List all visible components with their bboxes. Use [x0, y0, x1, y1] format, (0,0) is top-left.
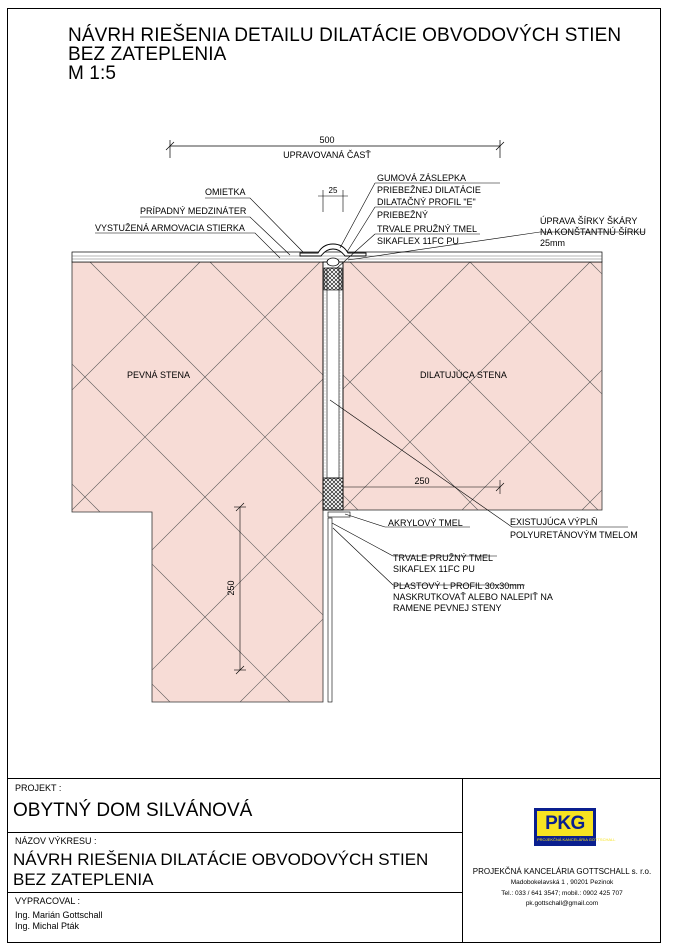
label-vypln-1: EXISTUJÚCA VÝPLŇ: [510, 517, 598, 527]
title-line-1: NÁVRH RIEŠENIA DETAILU DILATÁCIE OBVODOVÝCH STIEN: [68, 25, 622, 46]
drawing-name-row: [7, 832, 462, 892]
label-stierka: VYSTUŽENÁ ARMOVACIA STIERKA: [95, 223, 245, 233]
label-akryl: AKRYLOVÝ TMEL: [388, 518, 463, 528]
dim-500-label: 500: [319, 135, 335, 145]
company-name: PROJEKČNÁ KANCELÁRIA GOTTSCHALL s. r.o.: [472, 867, 652, 876]
label-tmel-2: SIKAFLEX 11FC PU: [377, 236, 459, 246]
author-label: VYPRACOVAL :: [15, 896, 81, 906]
label-fixed-wall: PEVNÁ STENA: [127, 370, 191, 380]
author-row: [7, 892, 462, 943]
logo-subtext: PROJEKČNÁ KANCELÁRIA GOTTSCHALL: [537, 837, 616, 842]
label-lprofil-1: PLASTOVÝ L PROFIL 30x30mm: [393, 581, 525, 591]
project-value: OBYTNÝ DOM SILVÁNOVÁ: [13, 800, 253, 821]
logo-text: PKG: [537, 811, 593, 836]
label-uprava-2: NA KONŠTANTNÚ ŠÍRKU: [540, 227, 646, 237]
sealant-top: [324, 268, 342, 290]
label-omietka: OMIETKA: [205, 187, 246, 197]
company-email: pk.gottschall@gmail.com: [525, 900, 599, 907]
drawing-name-line-2: BEZ ZATEPLENIA: [13, 870, 154, 889]
author-2: Ing. Michal Pták: [15, 921, 80, 931]
label-tmel-1: TRVALE PRUŽNÝ TMEL: [377, 224, 478, 234]
label-lprofil-3: RAMENE PEVNEJ STENY: [393, 603, 502, 613]
company-address: Madobokelavská 1 , 90201 Pezinok: [510, 879, 614, 886]
company-phone: Tel.: 033 / 641 3547; mobil.: 0902 425 707: [501, 890, 623, 897]
dim-25-label: 25: [328, 186, 338, 195]
label-dilating-wall: DILATUJÚCA STENA: [420, 370, 507, 380]
polyurethane-fill: [323, 478, 343, 510]
title-block: [7, 778, 661, 943]
title-scale: M 1:5: [68, 63, 117, 84]
label-medzinater: PRÍPADNÝ MEDZINÁTER: [140, 206, 247, 216]
label-zaslepka-2: PRIEBEŽNEJ DILATÁCIE: [377, 185, 481, 195]
dim-250-h-label: 250: [414, 476, 430, 486]
label-vypln-2: POLYURETÁNOVÝM TMELOM: [510, 530, 638, 540]
joint-insert: [327, 268, 339, 478]
dim-250-v-label: 250: [226, 580, 236, 596]
project-row: [7, 778, 462, 832]
label-profil-1: DILATAČNÝ PROFIL "E": [377, 197, 476, 207]
label-uprava-1: ÚPRAVA ŠÍRKY ŠKÁRY: [540, 216, 638, 226]
label-uprava-3: 25mm: [540, 238, 566, 248]
author-1: Ing. Marián Gottschall: [15, 910, 103, 920]
l-profile: [328, 518, 332, 702]
company-block: [463, 778, 661, 944]
title-line-2: BEZ ZATEPLENIA: [68, 44, 227, 65]
pkg-logo: [534, 808, 616, 846]
fixed-wall: [72, 262, 323, 702]
drawing-name-line-1: NÁVRH RIEŠENIA DILATÁCIE OBVODOVÝCH STIEN: [13, 850, 429, 869]
label-tmel2-1: TRVALE PRUŽNÝ TMEL: [393, 553, 494, 563]
label-lprofil-2: NASKRUTKOVAŤ ALEBO NALEPIŤ NA: [393, 592, 553, 602]
project-label: PROJEKT :: [15, 783, 62, 793]
label-profil-2: PRIEBEŽNÝ: [377, 210, 429, 220]
drawing-name-label: NÁZOV VÝKRESU :: [15, 836, 97, 846]
label-zaslepka-1: GUMOVÁ ZÁSLEPKA: [377, 173, 467, 183]
label-tmel2-2: SIKAFLEX 11FC PU: [393, 564, 475, 574]
dim-500-caption: UPRAVOVANÁ ČASŤ: [283, 150, 371, 160]
dilating-wall: [343, 262, 602, 510]
title-block-left: [7, 778, 463, 943]
